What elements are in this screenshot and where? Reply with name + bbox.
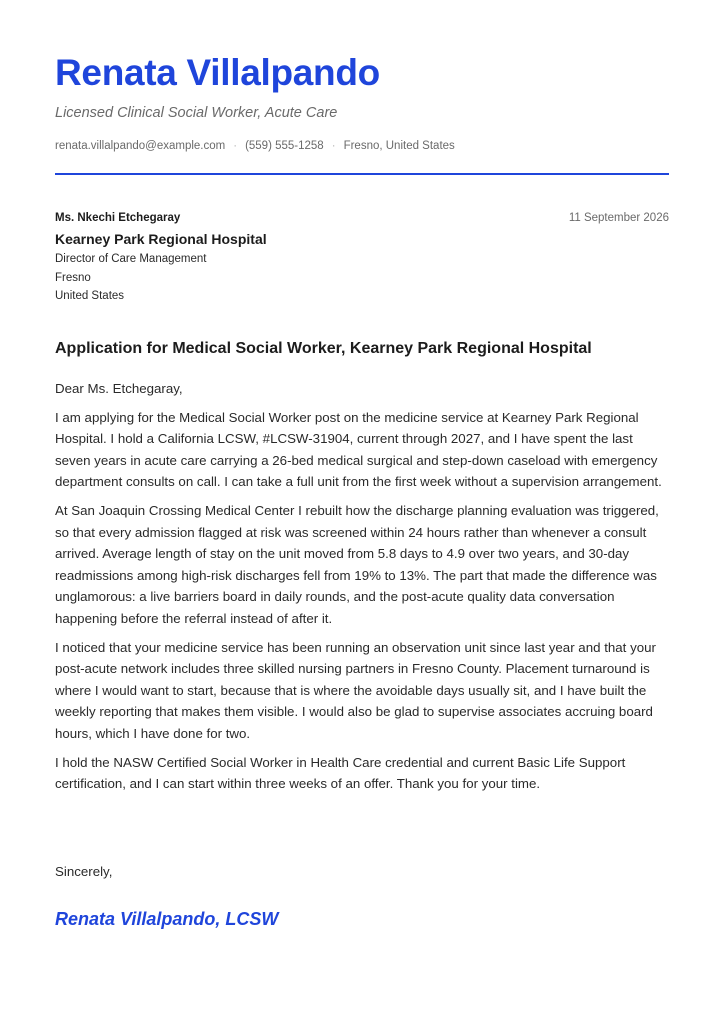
signature: Renata Villalpando, LCSW xyxy=(55,909,279,929)
body-paragraph: I am applying for the Medical Social Worker post on the medicine service at Kearney Park Regional Hospital. I hold a California LCSW, #LCSW-31904, current through 2027, and I have spent the last seven years in acute care carrying a 26-bed medical surgical and step-down caseload with emergency department consults on call. I can take a full unit from the first week without a supervision arrangement. xyxy=(55,409,662,490)
body-paragraph: I hold the NASW Certified Social Worker in Health Care credential and current Basic Life Support certification, and I can start within three weeks of an offer. Thank you for your time. xyxy=(55,754,626,792)
salutation: Dear Ms. Etchegaray, xyxy=(55,381,183,396)
letter-body xyxy=(55,378,669,802)
body-paragraph: I noticed that your medicine service has been running an observation unit since last year and that your post-acute network includes three skilled nursing partners in Fresno County. Placement turnaround is where I would want to start, because that is where the avoidable days usually sit, and I have built the weekly reporting that makes them visible. I would also be glad to supervise associates accruing board hours, which I have done for two. xyxy=(55,639,656,741)
recipient-name: Ms. Nkechi Etchegaray xyxy=(55,212,181,224)
closing: Sincerely, xyxy=(55,864,113,879)
recipient-address-line: United States xyxy=(55,290,125,302)
contact-email: renata.villalpando@example.com xyxy=(55,140,226,152)
letter-date: 11 September 2026 xyxy=(568,212,669,224)
recipient-address-line: Director of Care Management xyxy=(55,253,207,265)
letter-subject: Application for Medical Social Worker, Kearney Park Regional Hospital xyxy=(55,340,592,357)
contact-separator: · xyxy=(331,140,336,152)
body-paragraph: At San Joaquin Crossing Medical Center I rebuilt how the discharge planning evaluation was triggered, so that every admission flagged at risk was screened within 24 hours rather than whenever a consult arrived. Average length of stay on the unit moved from 5.8 days to 4.9 over two years, and 30-day readmissions among high-risk discharges fell from 19% to 13%. The part that made the difference was unglamorous: a live barriers board in daily rounds, and the post-acute quality data conversation happening before the referral instead of after it. xyxy=(55,502,659,626)
contact-location: Fresno, United States xyxy=(343,140,455,152)
contact-line xyxy=(55,140,455,152)
header-divider xyxy=(55,173,669,175)
contact-separator: · xyxy=(233,140,238,152)
recipient-address-line: Fresno xyxy=(55,272,91,284)
applicant-title: Licensed Clinical Social Worker, Acute Care xyxy=(55,105,338,121)
applicant-name: Renata Villalpando xyxy=(55,52,380,93)
contact-phone: (559) 555-1258 xyxy=(245,140,324,152)
recipient-organization: Kearney Park Regional Hospital xyxy=(55,231,267,247)
